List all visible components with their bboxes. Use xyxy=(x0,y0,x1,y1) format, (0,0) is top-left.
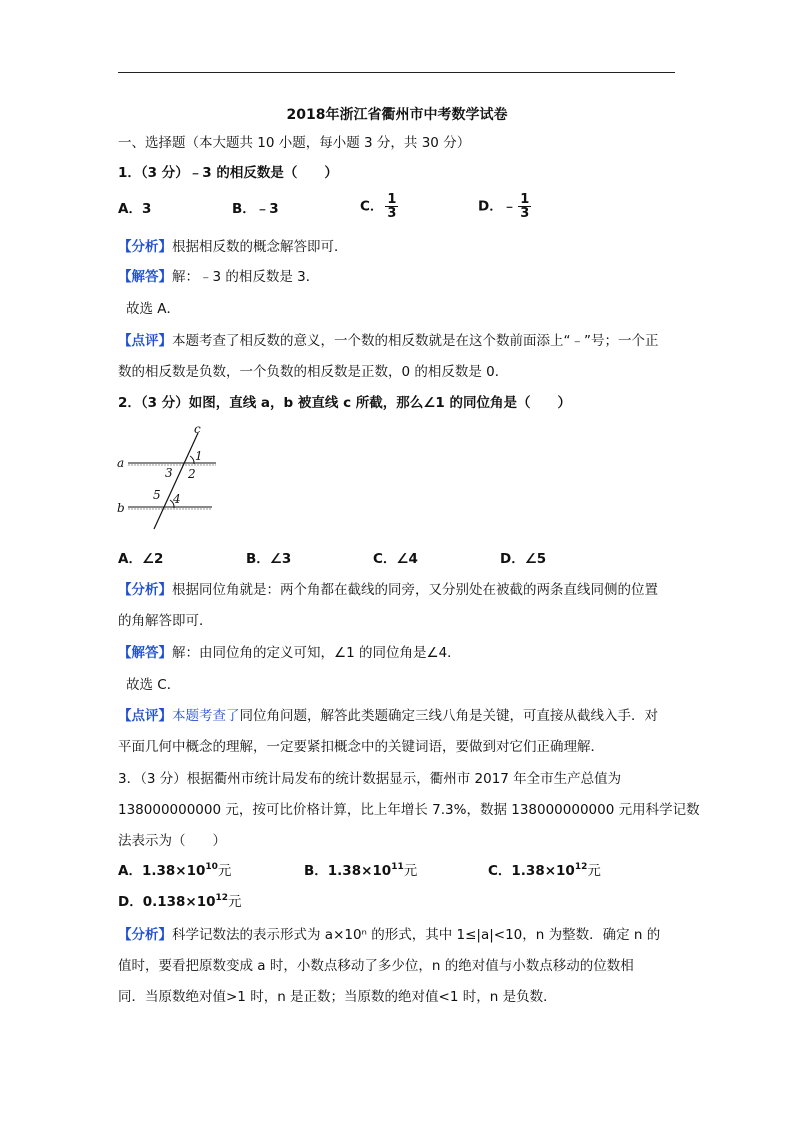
q3-option-b-text: B．1.38×10 xyxy=(304,863,392,879)
q3-stem-cont-2: 法表示为（ ） xyxy=(118,833,226,849)
q1-choose: 故选 A． xyxy=(126,301,181,317)
q1-option-d-prefix: D．﹣ xyxy=(478,198,517,215)
comment-tag: 【点评】 xyxy=(118,333,172,349)
q2-comment-highlight: 本题考查了 xyxy=(172,708,240,724)
q1-answer-text: 解：﹣3 的相反数是 3． xyxy=(172,269,320,285)
fraction-numerator: 1 xyxy=(520,192,530,207)
analysis-tag: 【分析】 xyxy=(118,239,172,255)
fraction xyxy=(518,193,531,220)
q1-analysis-text: 根据相反数的概念解答即可． xyxy=(172,239,348,255)
label-a: a xyxy=(117,456,125,470)
q3-analysis-cont: 值时，要看把原数变成 a 时，小数点移动了多少位，n 的绝对值与小数点移动的位数相 xyxy=(118,958,634,974)
q3-analysis-cont-2: 同．当原数绝对值>1 时，n 是正数；当原数的绝对值<1 时，n 是负数． xyxy=(118,989,557,1005)
q3-option-c-unit: 元 xyxy=(587,863,601,879)
label-b: b xyxy=(117,501,125,515)
q3-option-b-exp: 11 xyxy=(391,862,404,872)
q1-option-c xyxy=(360,193,398,220)
q1-comment-text: 本题考查了相反数的意义，一个数的相反数就是在这个数前面添上“﹣”号；一个正 xyxy=(172,333,659,349)
q3-option-d-exp: 12 xyxy=(215,893,229,903)
q3-option-a-unit: 元 xyxy=(217,863,232,879)
q2-answer-text: 解：由同位角的定义可知，∠1 的同位角是∠4． xyxy=(172,645,461,661)
q2-analysis-text: 根据同位角就是：两个角都在截线的同旁，又分别处在被截的两条直线同侧的位置 xyxy=(172,582,658,598)
q1-option-d xyxy=(478,193,531,220)
q3-option-a xyxy=(118,862,231,880)
analysis-tag: 【分析】 xyxy=(118,582,172,598)
section-heading: 一、选择题（本大题共 10 小题，每小题 3 分，共 30 分） xyxy=(118,135,471,151)
q3-option-c-text: C．1.38×10 xyxy=(488,863,575,879)
q3-stem: 3．（3 分）根据衢州市统计局发布的统计数据显示，衢州市 2017 年全市生产总值为 xyxy=(118,771,622,787)
q3-option-a-exp: 10 xyxy=(205,862,218,872)
q2-comment-text: 同位角问题，解答此类题确定三线八角是关键，可直接从截线入手．对 xyxy=(239,708,658,724)
q2-stem: 2．（3 分）如图，直线 a，b 被直线 c 所截，那么∠1 的同位角是（ ） xyxy=(118,395,572,411)
q2-option-a: A．∠2 xyxy=(118,551,164,567)
q3-option-a-text: A．1.38×10 xyxy=(118,863,206,879)
fraction xyxy=(385,193,398,220)
answer-tag: 【解答】 xyxy=(118,645,172,661)
label-4: 4 xyxy=(173,492,181,506)
header-rule xyxy=(118,72,675,73)
fraction-numerator: 1 xyxy=(387,192,397,207)
q2-option-d: D．∠5 xyxy=(500,551,547,567)
label-5: 5 xyxy=(153,488,161,502)
q3-analysis xyxy=(118,926,660,944)
q3-option-d-text: D．0.138×10 xyxy=(118,894,216,910)
q1-option-c-prefix: C． xyxy=(360,198,384,215)
q3-option-d-unit: 元 xyxy=(228,894,242,910)
q2-option-c: C．∠4 xyxy=(373,551,418,567)
q2-choose: 故选 C． xyxy=(126,677,181,693)
q2-figure xyxy=(116,423,226,533)
q2-comment xyxy=(118,707,658,725)
q1-option-a: A．3 xyxy=(118,201,152,217)
label-3: 3 xyxy=(165,466,173,480)
line-c xyxy=(154,433,198,529)
label-1: 1 xyxy=(195,449,203,463)
analysis-tag: 【分析】 xyxy=(118,927,172,943)
q2-answer xyxy=(118,644,461,662)
q1-comment xyxy=(118,332,659,350)
q2-option-b: B．∠3 xyxy=(246,551,292,567)
comment-tag: 【点评】 xyxy=(118,708,172,724)
q1-option-b: B．﹣3 xyxy=(232,201,279,217)
q3-stem-cont: 138000000000 元，按可比价格计算，比上年增长 7.3%，数据 138000000000 元用科学记数 xyxy=(118,802,700,818)
page-title: 2018年浙江省衢州市中考数学试卷 xyxy=(286,107,508,123)
fraction-denominator: 3 xyxy=(387,206,397,221)
q1-comment-cont: 数的相反数是负数，一个负数的相反数是正数，0 的相反数是 0． xyxy=(118,364,509,380)
label-2: 2 xyxy=(188,467,196,481)
q3-option-b xyxy=(304,862,417,880)
q1-stem: 1．（3 分）﹣3 的相反数是（ ） xyxy=(118,165,338,181)
q3-option-c-exp: 12 xyxy=(574,862,588,872)
fraction-denominator: 3 xyxy=(520,206,530,221)
q2-analysis xyxy=(118,581,658,599)
q3-analysis-text: 科学记数法的表示形式为 a×10ⁿ 的形式，其中 1≤|a|<10，n 为整数．确定 n 的 xyxy=(172,927,661,943)
q1-analysis xyxy=(118,238,348,256)
q3-option-d xyxy=(118,893,242,911)
q3-option-c xyxy=(488,862,601,880)
q1-answer xyxy=(118,268,319,286)
q2-analysis-cont: 的角解答即可． xyxy=(118,613,213,629)
answer-tag: 【解答】 xyxy=(118,269,172,285)
label-c: c xyxy=(194,423,201,436)
q3-option-b-unit: 元 xyxy=(403,863,418,879)
q2-comment-cont: 平面几何中概念的理解，一定要紧扣概念中的关键词语，要做到对它们正确理解． xyxy=(118,739,604,755)
